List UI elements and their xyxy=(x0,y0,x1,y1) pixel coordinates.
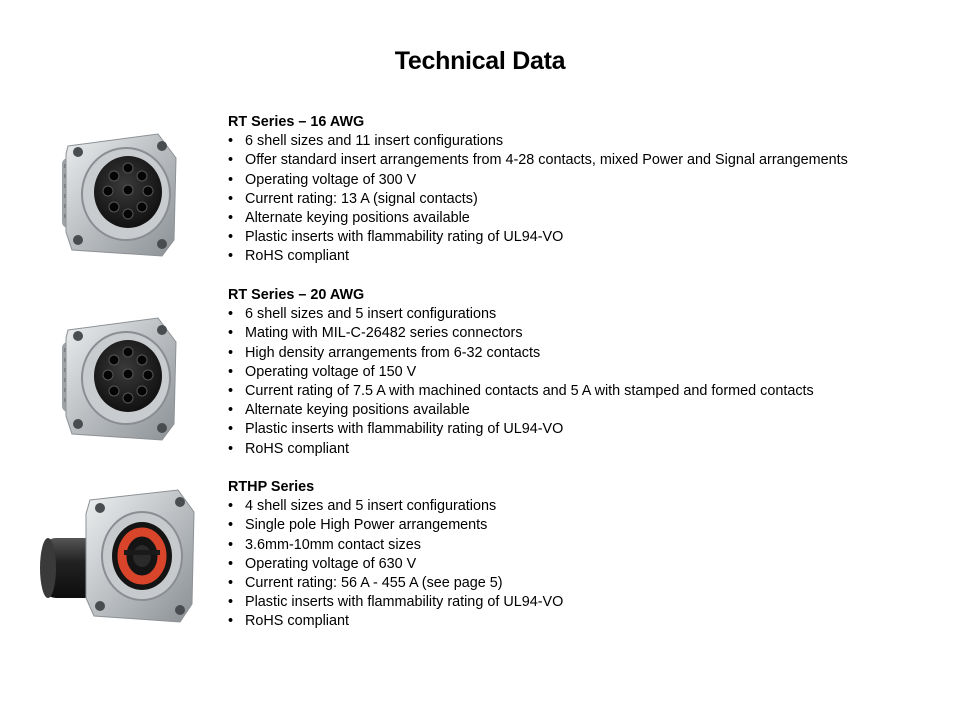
rthp-series-section xyxy=(228,478,563,632)
connector-16awg-image xyxy=(58,128,188,263)
rt-series-16awg-section xyxy=(228,113,848,267)
spec-bullet: • 3.6mm-10mm contact sizes xyxy=(228,536,563,555)
spec-bullet: • Alternate keying positions available xyxy=(228,209,848,228)
rt-series-20awg-section xyxy=(228,286,814,459)
spec-bullet: • Single pole High Power arrangements xyxy=(228,516,563,535)
spec-bullet: • Plastic inserts with flammability rating of UL94-VO xyxy=(228,593,563,612)
spec-bullet: • RoHS compliant xyxy=(228,440,814,459)
spec-list xyxy=(228,305,814,459)
spec-bullet: • 6 shell sizes and 5 insert configurations xyxy=(228,305,814,324)
spec-bullet: • Plastic inserts with flammability rating of UL94-VO xyxy=(228,228,848,247)
spec-bullet: • Operating voltage of 150 V xyxy=(228,363,814,382)
spec-bullet: • 6 shell sizes and 11 insert configurations xyxy=(228,132,848,151)
spec-bullet: • Current rating: 56 A - 455 A (see page 5) xyxy=(228,574,563,593)
section-heading: RT Series – 16 AWG xyxy=(228,114,365,130)
spec-bullet: • Offer standard insert arrangements from 4-28 contacts, mixed Power and Signal arrangements xyxy=(228,151,848,170)
connector-20awg-image xyxy=(58,312,188,447)
page-title: Technical Data xyxy=(394,47,566,75)
spec-bullet: • Current rating: 13 A (signal contacts) xyxy=(228,190,848,209)
spec-bullet: • RoHS compliant xyxy=(228,247,848,266)
section-heading: RTHP Series xyxy=(228,479,315,495)
spec-bullet: • Mating with MIL-C-26482 series connectors xyxy=(228,324,814,343)
spec-list xyxy=(228,497,563,631)
spec-bullet: • RoHS compliant xyxy=(228,612,563,631)
section-heading: RT Series – 20 AWG xyxy=(228,287,365,303)
spec-bullet: • Plastic inserts with flammability rating of UL94-VO xyxy=(228,420,814,439)
spec-bullet: • 4 shell sizes and 5 insert configurations xyxy=(228,497,563,516)
spec-bullet: • Current rating of 7.5 A with machined contacts and 5 A with stamped and formed contacts xyxy=(228,382,814,401)
spec-bullet: • High density arrangements from 6-32 contacts xyxy=(228,344,814,363)
high-power-connector-image xyxy=(38,486,198,631)
spec-bullet: • Operating voltage of 300 V xyxy=(228,171,848,190)
spec-bullet: • Operating voltage of 630 V xyxy=(228,555,563,574)
spec-bullet: • Alternate keying positions available xyxy=(228,401,814,420)
spec-list xyxy=(228,132,848,266)
